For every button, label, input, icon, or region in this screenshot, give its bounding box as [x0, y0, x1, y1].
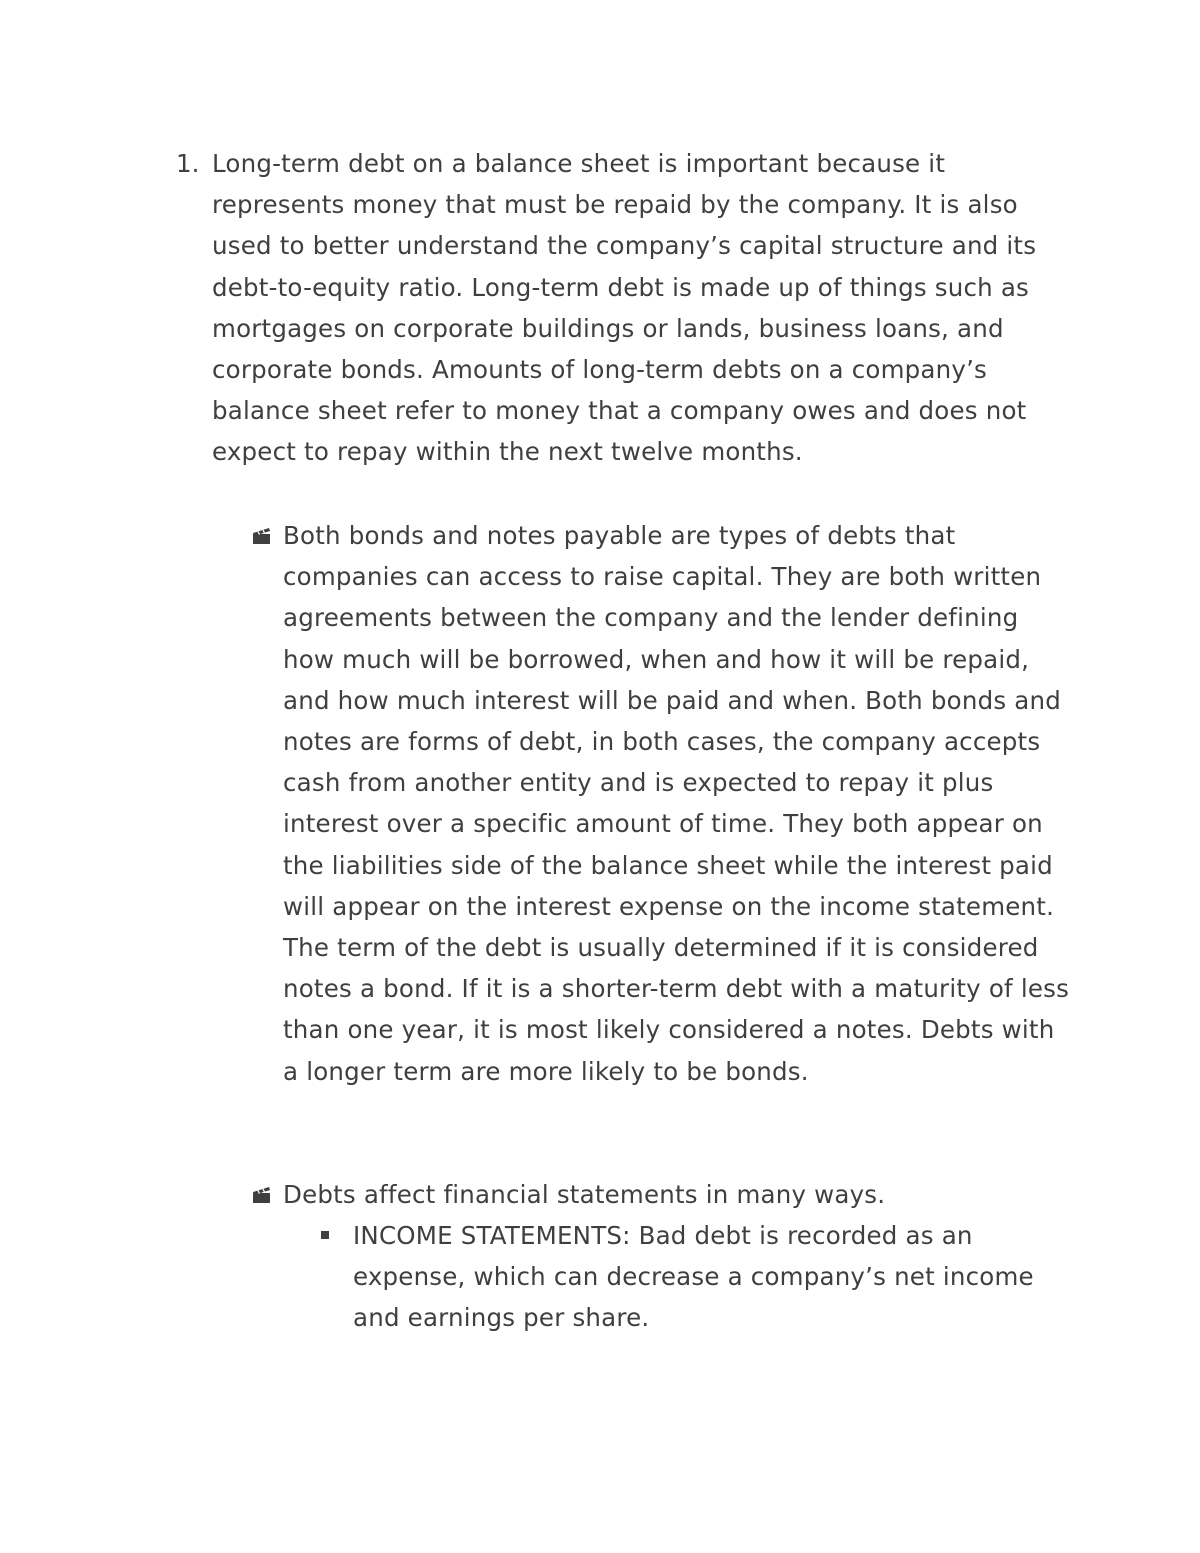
square-bullet-icon	[321, 1231, 329, 1239]
nested-list-item: INCOME STATEMENTS: Bad debt is recorded as an expense, which can decrease a company’s net income and earnings per share.	[353, 1221, 1034, 1333]
sub-list-item: Debts affect financial statements in many ways.	[283, 1180, 886, 1209]
clapperboard-icon	[252, 526, 272, 546]
list-number: 1.	[176, 149, 200, 178]
clapperboard-icon	[252, 1185, 272, 1205]
sub-list-item: Both bonds and notes payable are types of debts that companies can access to raise capital. They are both written agreements between the company and the lender defining how much will be borrowed, when and how it will be repaid, and how much interest will be paid and when. Both bonds and notes are forms of debt, in both cases, the company accepts cash from another entity and is expected to repay it plus interest over a specific amount of time. They both appear on the liabilities side of the balance sheet while the interest paid will appear on the interest expense on the income statement. The term of the debt is usually determined if it is considered notes a bond. If it is a shorter-term debt with a maturity of less than one year, it is most likely considered a notes. Debts with a longer term are more likely to be bonds.	[283, 521, 1070, 1086]
list-item-text: Long-term debt on a balance sheet is important because it represents money that must be repaid by the company. It is also used to better understand the company’s capital structure and its debt-to-equity ratio. Long-term debt is made up of things such as mortgages on corporate buildings or lands, business loans, and corporate bonds. Amounts of long-term debts on a company’s balance sheet refer to money that a company owes and does not expect to repay within the next twelve months.	[212, 149, 1037, 467]
